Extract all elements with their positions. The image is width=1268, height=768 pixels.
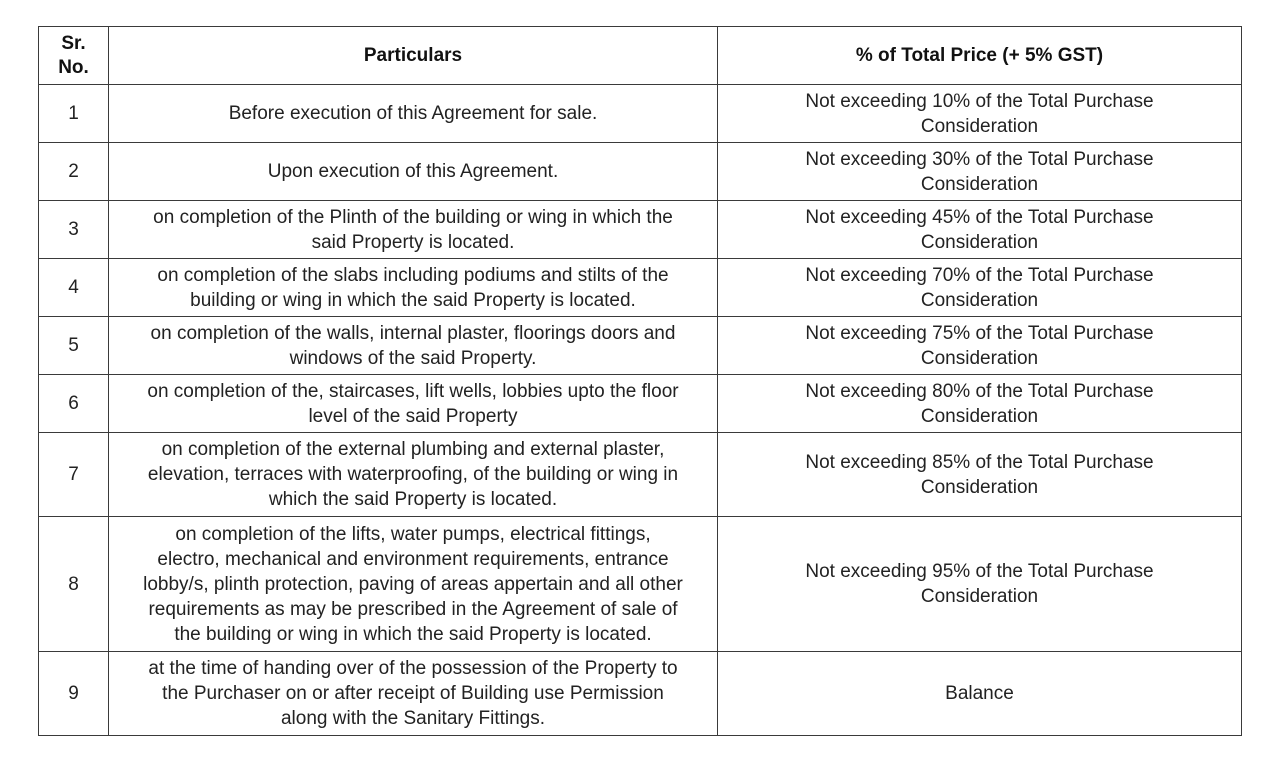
particulars-line: along with the Sanitary Fittings. (280, 708, 546, 729)
header-sr-line: No. (58, 56, 89, 78)
cell-percent (718, 201, 1242, 259)
cell-percent (718, 143, 1242, 201)
particulars-line: which the said Property is located. (268, 489, 558, 510)
table-row (39, 375, 1242, 433)
percent-line: Consideration (920, 231, 1039, 253)
particulars-line: the Purchaser on or after receipt of Building use Permission (162, 683, 664, 704)
particulars-line: said Property is located. (311, 231, 515, 253)
cell-particulars (109, 143, 718, 201)
cell-particulars (109, 317, 718, 375)
cell-sr-no: 8 (39, 517, 109, 652)
percent-line: Not exceeding 45% of the Total Purchase (805, 206, 1154, 228)
particulars-line: the building or wing in which the said Property is located. (174, 623, 652, 645)
cell-percent (718, 517, 1242, 652)
cell-sr-no: 2 (39, 143, 109, 201)
cell-sr-no: 3 (39, 201, 109, 259)
cell-particulars (109, 517, 718, 652)
percent-line: Consideration (920, 476, 1039, 498)
table-row (39, 259, 1242, 317)
cell-particulars (109, 85, 718, 143)
percent-line: Not exceeding 80% of the Total Purchase (805, 380, 1154, 402)
particulars-line: building or wing in which the said Property is located. (190, 289, 636, 311)
percent-line: Not exceeding 95% of the Total Purchase (805, 561, 1154, 582)
particulars-line: at the time of handing over of the possession of the Property to (148, 658, 678, 679)
particulars-line: level of the said Property (308, 405, 518, 427)
header-row (39, 27, 1242, 85)
cell-percent (718, 433, 1242, 517)
particulars-line: Upon execution of this Agreement. (267, 161, 559, 182)
percent-line: Consideration (920, 173, 1039, 195)
particulars-line: on completion of the Plinth of the building or wing in which the (153, 206, 673, 228)
header-sr-line: Sr. (61, 32, 86, 54)
cell-particulars (109, 652, 718, 736)
percent-line: Consideration (920, 405, 1039, 427)
payment-schedule-table (38, 26, 1242, 736)
particulars-line: requirements as may be prescribed in the Agreement of sale of (148, 598, 678, 620)
table-row (39, 517, 1242, 652)
cell-particulars (109, 375, 718, 433)
percent-line: Not exceeding 30% of the Total Purchase (805, 148, 1154, 170)
table-row (39, 652, 1242, 736)
percent-line: Consideration (920, 586, 1039, 607)
particulars-line: Before execution of this Agreement for sale. (228, 103, 598, 124)
cell-particulars (109, 201, 718, 259)
percent-line: Consideration (920, 289, 1039, 311)
particulars-line: on completion of the external plumbing and external plaster, (161, 439, 665, 460)
table-row (39, 201, 1242, 259)
table-row (39, 317, 1242, 375)
cell-sr-no: 4 (39, 259, 109, 317)
cell-percent (718, 85, 1242, 143)
cell-sr-no: 7 (39, 433, 109, 517)
cell-sr-no: 6 (39, 375, 109, 433)
cell-sr-no: 9 (39, 652, 109, 736)
percent-line: Consideration (920, 115, 1039, 137)
particulars-line: windows of the said Property. (289, 347, 537, 369)
cell-particulars (109, 433, 718, 517)
cell-percent (718, 259, 1242, 317)
percent-line: Not exceeding 85% of the Total Purchase (805, 451, 1154, 473)
percent-line: Balance (945, 683, 1014, 704)
percent-line: Not exceeding 70% of the Total Purchase (805, 264, 1154, 286)
table-row (39, 143, 1242, 201)
header-particulars: Particulars (109, 27, 718, 85)
table-row (39, 433, 1242, 517)
cell-percent (718, 317, 1242, 375)
cell-sr-no: 1 (39, 85, 109, 143)
particulars-line: on completion of the lifts, water pumps, electrical fittings, (175, 523, 651, 545)
particulars-line: elevation, terraces with waterproofing, of the building or wing in (147, 464, 679, 485)
table-header (39, 27, 1242, 85)
cell-sr-no: 5 (39, 317, 109, 375)
cell-particulars (109, 259, 718, 317)
cell-percent (718, 652, 1242, 736)
header-sr-no (39, 27, 109, 85)
particulars-line: electro, mechanical and environment requirements, entrance (157, 548, 669, 570)
particulars-line: on completion of the slabs including podiums and stilts of the (157, 264, 669, 286)
particulars-line: lobby/s, plinth protection, paving of areas appertain and all other (143, 573, 683, 595)
percent-line: Not exceeding 10% of the Total Purchase (805, 90, 1154, 112)
table-row (39, 85, 1242, 143)
header-percent: % of Total Price (+ 5% GST) (718, 27, 1242, 85)
table-body (39, 85, 1242, 736)
particulars-line: on completion of the, staircases, lift wells, lobbies upto the floor (147, 380, 679, 402)
percent-line: Not exceeding 75% of the Total Purchase (805, 322, 1154, 344)
particulars-line: on completion of the walls, internal plaster, floorings doors and (150, 322, 676, 344)
percent-line: Consideration (920, 347, 1039, 369)
cell-percent (718, 375, 1242, 433)
